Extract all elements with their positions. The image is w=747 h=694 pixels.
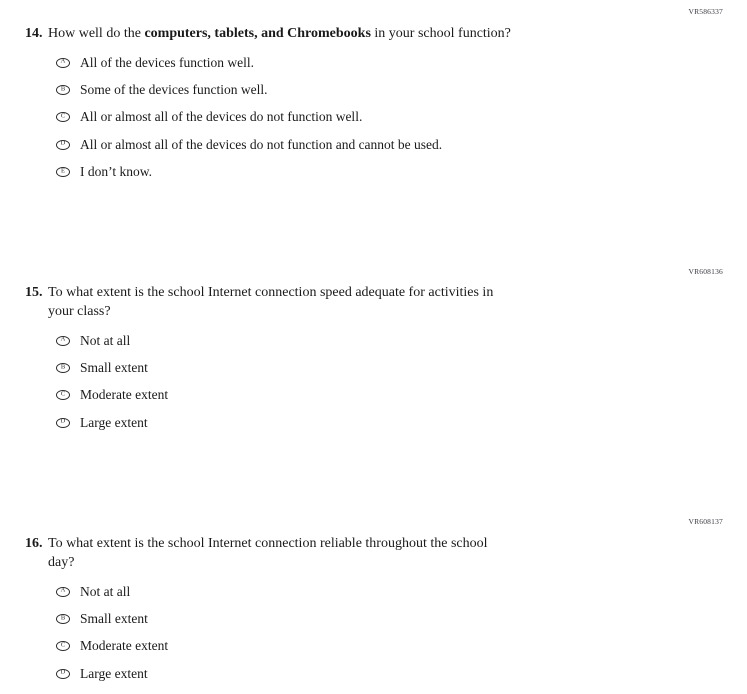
- bubble-letter: C: [60, 641, 66, 649]
- answer-bubble-c[interactable]: [56, 390, 70, 400]
- bubble-letter: B: [60, 363, 66, 371]
- option-label: All or almost all of the devices do not function and cannot be used.: [80, 136, 443, 152]
- question-16-section: [0, 510, 747, 694]
- answer-option-row: [56, 104, 442, 131]
- option-label: Moderate extent: [80, 387, 169, 403]
- question-15-section: [0, 260, 747, 510]
- bubble-letter: C: [60, 390, 66, 398]
- option-label: All of the devices function well.: [80, 54, 254, 70]
- answer-bubble-b[interactable]: [56, 85, 70, 95]
- option-label: Some of the devices function well.: [80, 82, 268, 98]
- bubble-letter: B: [60, 614, 66, 622]
- question-text-bold: computers, tablets, and Chromebooks: [144, 26, 371, 41]
- answer-options: [56, 578, 168, 687]
- bubble-letter: A: [60, 335, 66, 343]
- bubble-letter: D: [60, 668, 66, 676]
- option-label: Not at all: [80, 332, 131, 348]
- answer-option-row: [56, 158, 442, 185]
- bubble-letter: E: [61, 167, 65, 175]
- question-text-line: your class?: [48, 303, 111, 319]
- bubble-letter: D: [60, 417, 66, 425]
- question-text-line: To what extent is the school Internet connection speed adequate for activities in: [48, 285, 494, 300]
- answer-bubble-e[interactable]: [56, 167, 70, 177]
- option-label: Not at all: [80, 583, 131, 599]
- question-text: [48, 535, 488, 572]
- option-label: Moderate extent: [80, 638, 169, 654]
- bubble-letter: A: [60, 586, 66, 594]
- answer-option-row: [56, 49, 442, 76]
- answer-bubble-d[interactable]: [56, 669, 70, 679]
- answer-bubble-a[interactable]: [56, 587, 70, 597]
- answer-option-row: [56, 605, 168, 632]
- answer-bubble-c[interactable]: [56, 641, 70, 651]
- question-text-part: How well do the: [48, 26, 145, 41]
- option-label: Large extent: [80, 414, 148, 430]
- option-label: Large extent: [80, 665, 148, 681]
- answer-options: [56, 49, 442, 185]
- answer-option-row: [56, 76, 442, 103]
- answer-bubble-d[interactable]: [56, 140, 70, 150]
- answer-option-row: [56, 660, 168, 687]
- question-row: [25, 535, 488, 572]
- answer-option-row: [56, 354, 168, 381]
- answer-bubble-a[interactable]: [56, 58, 70, 68]
- question-text: [48, 284, 493, 321]
- question-row: [25, 284, 493, 321]
- question-number: 16.: [25, 536, 43, 551]
- bubble-letter: B: [60, 85, 66, 93]
- answer-option-row: [56, 578, 168, 605]
- answer-options: [56, 327, 168, 436]
- question-code: VR608137: [688, 517, 723, 526]
- answer-bubble-b[interactable]: [56, 614, 70, 624]
- question-code: VR586337: [688, 7, 723, 16]
- answer-bubble-c[interactable]: [56, 112, 70, 122]
- question-14-section: [0, 0, 747, 260]
- question-text: [48, 25, 511, 44]
- answer-option-row: [56, 131, 442, 158]
- answer-bubble-b[interactable]: [56, 363, 70, 373]
- question-text-line: To what extent is the school Internet connection reliable throughout the school: [48, 536, 488, 551]
- question-number: 15.: [25, 285, 43, 300]
- answer-bubble-a[interactable]: [56, 336, 70, 346]
- option-label: I don’t know.: [80, 164, 152, 180]
- answer-option-row: [56, 382, 168, 409]
- bubble-letter: A: [60, 57, 66, 65]
- option-label: All or almost all of the devices do not function well.: [80, 109, 363, 125]
- bubble-letter: C: [60, 112, 66, 120]
- bubble-letter: D: [60, 139, 66, 147]
- question-text-line: day?: [48, 554, 75, 570]
- answer-option-row: [56, 327, 168, 354]
- answer-bubble-d[interactable]: [56, 418, 70, 428]
- question-number: 14.: [25, 26, 43, 41]
- option-label: Small extent: [80, 360, 148, 376]
- question-row: [25, 25, 511, 44]
- answer-option-row: [56, 409, 168, 436]
- question-text-part: in your school function?: [370, 26, 511, 41]
- question-code: VR608136: [688, 267, 723, 276]
- option-label: Small extent: [80, 611, 148, 627]
- answer-option-row: [56, 633, 168, 660]
